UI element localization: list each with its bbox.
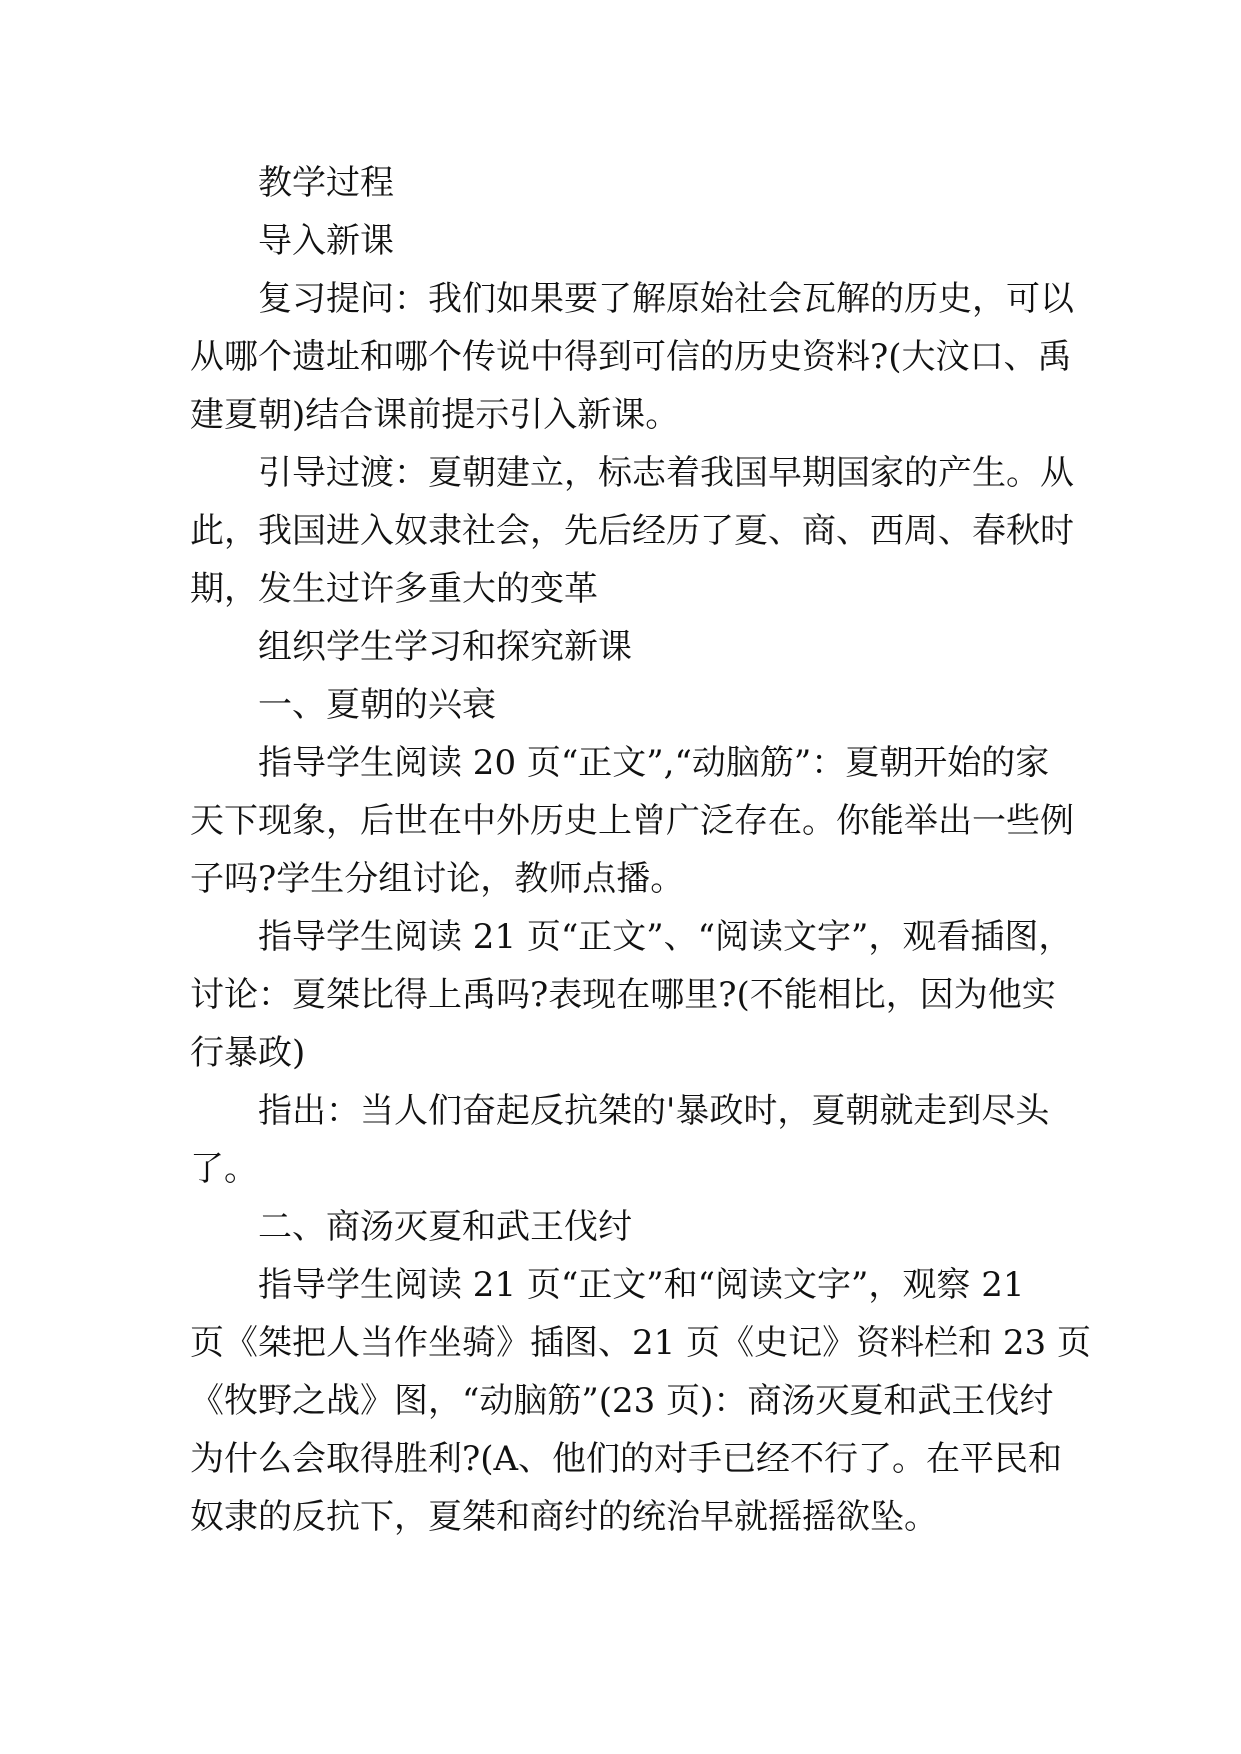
text-line: 指出：当人们奋起反抗桀的'暴政时，夏朝就走到尽头	[258, 1091, 1050, 1131]
text-line: 行暴政)	[190, 1033, 306, 1073]
text-line: 二、商汤灭夏和武王伐纣	[258, 1207, 632, 1247]
document-page	[190, 154, 1091, 1546]
text-line: 了。	[190, 1149, 258, 1189]
text-line: 讨论：夏桀比得上禹吗?表现在哪里?(不能相比，因为他实	[190, 975, 1056, 1015]
text-line: 子吗?学生分组讨论，教师点播。	[190, 859, 685, 899]
text-line: 从哪个遗址和哪个传说中得到可信的历史资料?(大汶口、禹	[190, 337, 1072, 377]
text-line: 此，我国进入奴隶社会，先后经历了夏、商、西周、春秋时	[190, 511, 1074, 551]
text-line: 复习提问：我们如果要了解原始社会瓦解的历史，可以	[258, 279, 1074, 319]
text-line: 一、夏朝的兴衰	[258, 685, 496, 725]
text-line: 指导学生阅读 20 页“正文”,“动脑筋”：夏朝开始的家	[258, 743, 1050, 783]
text-line: 建夏朝)结合课前提示引入新课。	[190, 395, 680, 435]
text-line: 奴隶的反抗下，夏桀和商纣的统治早就摇摇欲坠。	[190, 1497, 938, 1537]
text-line: 天下现象，后世在中外历史上曾广泛存在。你能举出一些例	[190, 801, 1074, 841]
text-line: 教学过程	[258, 163, 394, 203]
text-line: 引导过渡：夏朝建立，标志着我国早期国家的产生。从	[258, 453, 1074, 493]
text-line: 《牧野之战》图，“动脑筋”(23 页)：商汤灭夏和武王伐纣	[190, 1381, 1054, 1421]
text-line: 指导学生阅读 21 页“正文”和“阅读文字”，观察 21	[258, 1265, 1025, 1305]
text-line: 导入新课	[258, 221, 394, 261]
text-line: 指导学生阅读 21 页“正文”、“阅读文字”，观看插图，	[258, 917, 1073, 957]
text-line: 组织学生学习和探究新课	[258, 627, 632, 667]
text-line: 为什么会取得胜利?(A、他们的对手已经不行了。在平民和	[190, 1439, 1063, 1479]
text-line: 页《桀把人当作坐骑》插图、21 页《史记》资料栏和 23 页	[190, 1323, 1091, 1363]
text-line: 期，发生过许多重大的变革	[190, 569, 598, 609]
